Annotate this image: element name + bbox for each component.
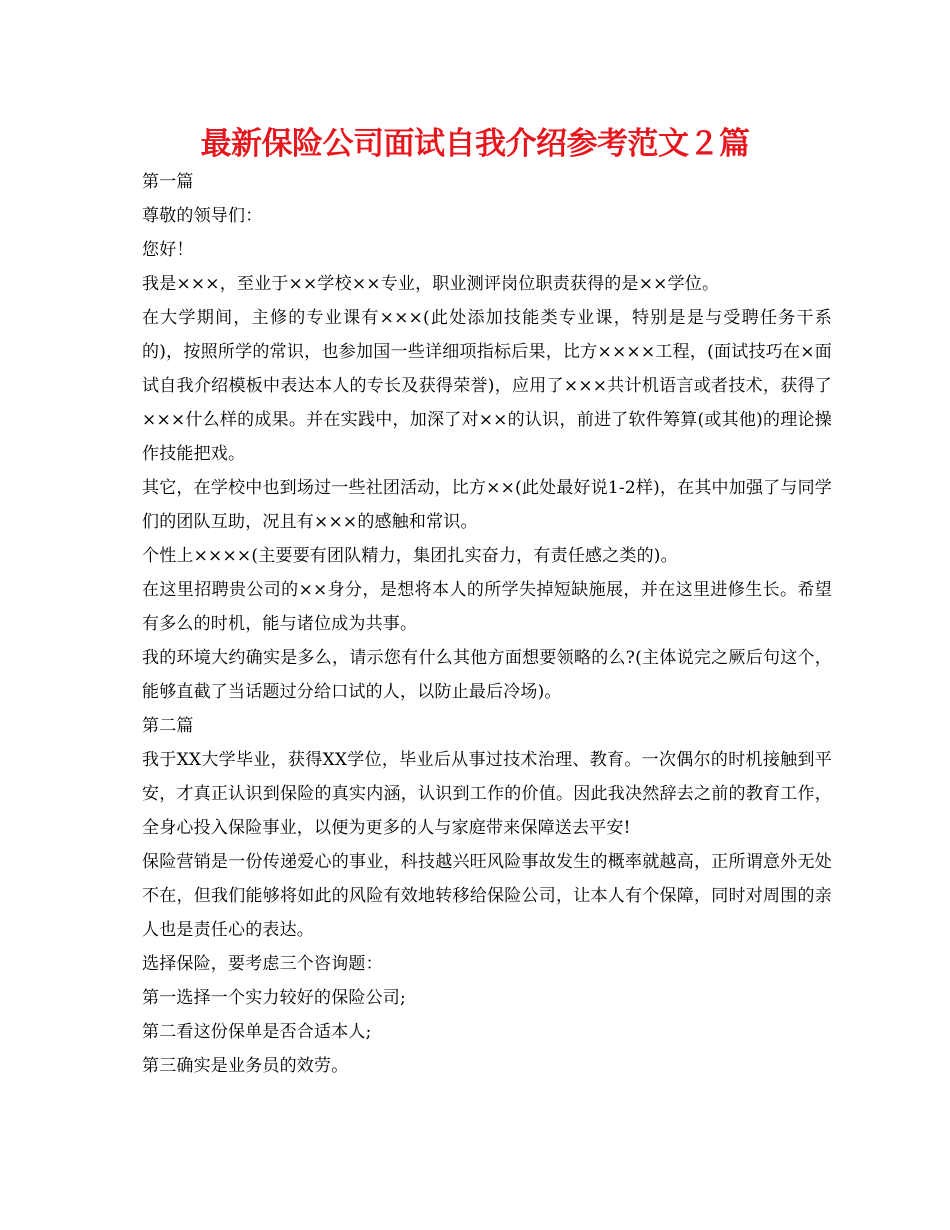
paragraph: 我是×××，至业于××学校××专业，职业测评岗位职责获得的是××学位。: [142, 274, 720, 294]
document-title: 最新保险公司面试自我介绍参考范文２篇: [200, 126, 750, 162]
document-body: [142, 165, 832, 1083]
paragraph: 我于XX大学毕业，获得XX学位，毕业后从事过技术治理、教育。一次偶尔的时机接触到平安，才真正认识到保险的真实内涵，认识到工作的价值。因此我决然辞去之前的教育工作，全身心投入保险事业，以便为更多的人与家庭带来保障送去平安!: [142, 750, 832, 838]
paragraph: 选择保险，要考虑三个咨询题：: [142, 954, 383, 974]
paragraph: 保险营销是一份传递爱心的事业，科技越兴旺风险事故发生的概率就越高，正所谓意外无处不在，但我们能够将如此的风险有效地转移给保险公司，让本人有个保障，同时对周围的亲人也是责任心的表达。: [142, 852, 832, 940]
paragraph: 第一选择一个实力较好的保险公司;: [142, 988, 406, 1008]
paragraph: 在这里招聘贵公司的××身分，是想将本人的所学失掉短缺施展，并在这里进修生长。希望有多么的时机，能与诸位成为共事。: [142, 580, 832, 634]
paragraph: 第三确实是业务员的效劳。: [142, 1056, 349, 1076]
paragraph: 第一篇: [142, 172, 194, 192]
paragraph: 第二篇: [142, 716, 194, 736]
paragraph: 您好！: [142, 240, 194, 260]
paragraph: 我的环境大约确实是多么，请示您有什么其他方面想要领略的么?(主体说完之厥后句这个，能够直截了当话题过分给口试的人，以防止最后冷场)。: [142, 648, 832, 702]
paragraph: 个性上××××(主要要有团队精力，集团扎实奋力，有责任感之类的)。: [142, 546, 678, 566]
paragraph: 其它，在学校中也到场过一些社团活动，比方××(此处最好说1-2样)，在其中加强了与同学们的团队互助，况且有×××的感触和常识。: [142, 478, 832, 532]
paragraph: 在大学期间，主修的专业课有×××(此处添加技能类专业课，特别是是与受聘任务干系的)，按照所学的常识，也参加国一些详细项指标后果，比方××××工程，(面试技巧在×面试自我介绍模板中表达本人的专长及获得荣誉)，应用了×××共计机语言或者技术，获得了×××什么样的成果。并在实践中，加深了对××的认识，前进了软件筹算(或其他)的理论操作技能把戏。: [142, 308, 832, 464]
paragraph: 第二看这份保单是否合适本人;: [142, 1022, 372, 1042]
paragraph: 尊敬的领导们：: [142, 206, 263, 226]
